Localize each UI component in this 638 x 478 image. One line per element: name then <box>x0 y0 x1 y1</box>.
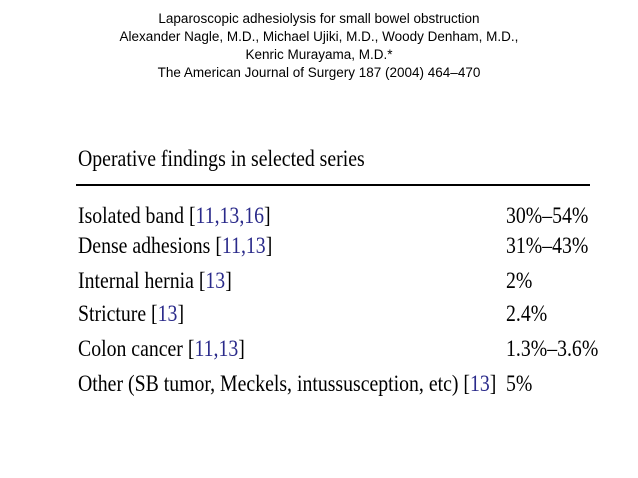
table-row <box>78 368 598 400</box>
finding-cell: Stricture [13] <box>78 301 185 326</box>
table-row <box>78 265 598 297</box>
finding-label: Internal hernia <box>78 268 199 293</box>
finding-label: Stricture <box>78 301 152 326</box>
finding-cell: Internal hernia [13] <box>78 268 232 293</box>
table-row <box>78 230 598 262</box>
table-row <box>78 298 598 330</box>
reference-link: 11,13,16 <box>195 203 265 228</box>
percentage-value: 2.4% <box>506 301 548 326</box>
finding-label: Isolated band <box>78 203 189 228</box>
authors-line-2: Kenric Murayama, M.D.* <box>245 47 393 62</box>
authors-line-1: Alexander Nagle, M.D., Michael Ujiki, M.D., Woody Denham, M.D., <box>119 29 519 44</box>
percentage-value: 5% <box>506 371 533 396</box>
finding-label: Dense adhesions <box>78 233 216 258</box>
table-row <box>78 200 598 232</box>
journal-citation: The American Journal of Surgery 187 (2004) 464–470 <box>157 65 481 80</box>
percentage-value: 30%–54% <box>506 203 589 228</box>
finding-cell: Isolated band [11,13,16] <box>78 203 271 228</box>
table-header-rule <box>76 184 590 186</box>
finding-label: Colon cancer <box>78 336 188 361</box>
finding-cell: Colon cancer [11,13] <box>78 336 245 361</box>
percentage-value: 31%–43% <box>506 233 589 258</box>
reference-link: 13 <box>205 268 226 293</box>
reference-link: 11,13 <box>194 336 239 361</box>
reference-link: 13 <box>469 371 490 396</box>
article-title: Laparoscopic adhesiolysis for small bowel obstruction <box>158 11 480 26</box>
table-title: Operative findings in selected series <box>78 146 365 171</box>
finding-cell: Other (SB tumor, Meckels, intussusception, etc) [13] <box>78 371 497 396</box>
table-row <box>78 333 598 365</box>
percentage-value: 1.3%–3.6% <box>506 336 599 361</box>
reference-link: 13 <box>157 301 178 326</box>
finding-cell: Dense adhesions [11,13] <box>78 233 273 258</box>
slide-header <box>0 10 638 82</box>
finding-label: Other (SB tumor, Meckels, intussusception, etc) <box>78 371 464 396</box>
reference-link: 11,13 <box>221 233 266 258</box>
percentage-value: 2% <box>506 268 533 293</box>
